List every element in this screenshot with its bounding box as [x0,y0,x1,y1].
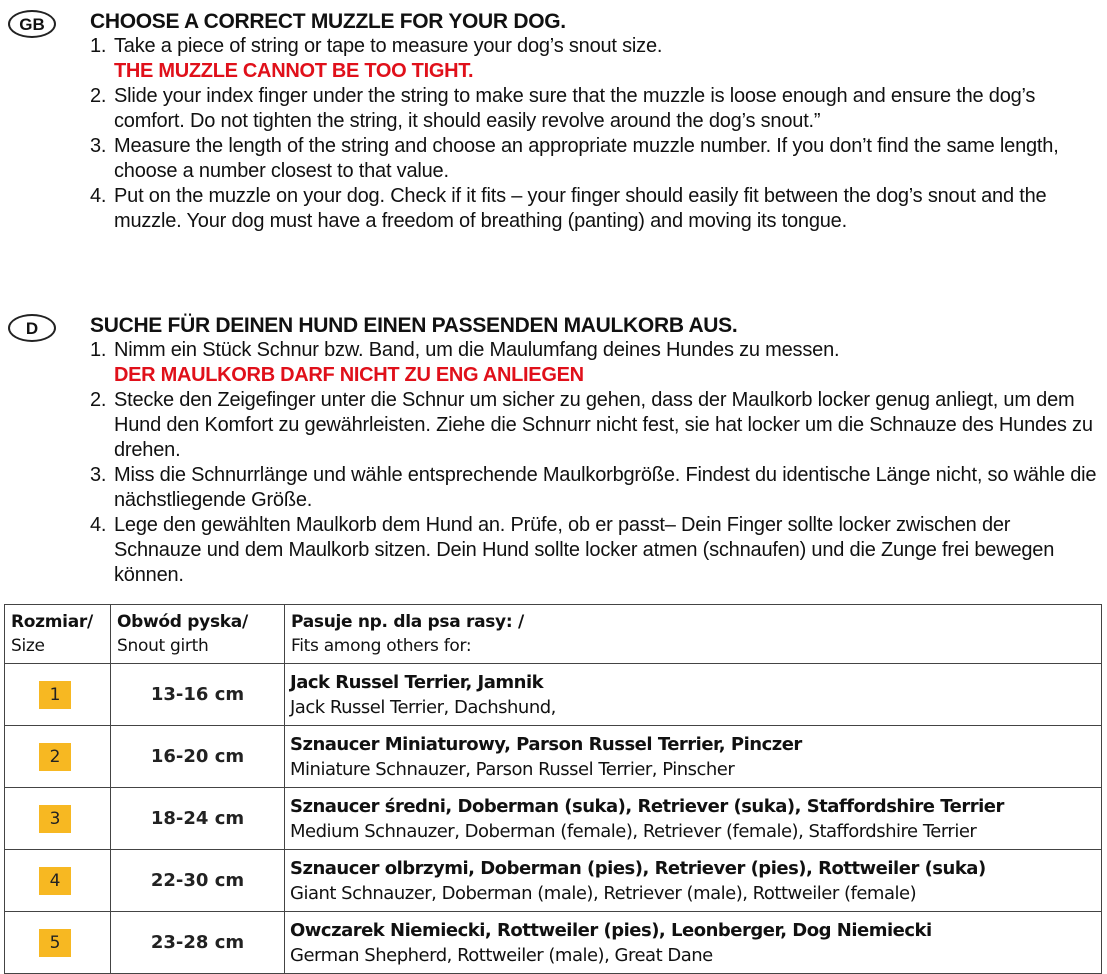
breeds-pl: Owczarek Niemiecki, Rottweiler (pies), Leonberger, Dog Niemiecki [290,919,932,941]
table-row [5,850,1102,912]
header-breeds-pl: Pasuje np. dla psa rasy: / [291,612,524,632]
step-text: Stecke den Zeigefinger unter die Schnur um sicher zu gehen, dass der Maulkorb locker genug anliegt, um dem Hund den Komfort zu gewährleisten. Ziehe die Schnurr nicht fest, sie hat locker um die Schnauze des Hundes zu drehen. [114,389,1093,461]
size-badge: 1 [39,681,71,709]
breeds-en: Giant Schnauzer, Doberman (male), Retriever (male), Rottweiler (female) [290,882,917,904]
header-breeds [285,605,1102,664]
table-row [5,726,1102,788]
size-table [4,604,1102,974]
breeds-pl: Sznaucer olbrzymi, Doberman (pies), Retriever (pies), Rottweiler (suka) [290,857,986,879]
step-number: 2. [90,389,107,411]
step-item [90,34,1100,84]
step-item [90,338,1100,388]
breeds-en: Medium Schnauzer, Doberman (female), Retriever (female), Staffordshire Terrier [290,820,977,842]
step-text: Put on the muzzle on your dog. Check if it fits – your finger should easily fit between the dog’s snout and the muzzle. Your dog must have a freedom of breathing (panting) and moving its tongue. [114,185,1047,232]
breeds-pl: Sznaucer średni, Doberman (suka), Retriever (suka), Staffordshire Terrier [290,795,1004,817]
breeds-cell [285,850,1102,912]
girth-cell: 22-30 cm [111,850,285,912]
breeds-cell [285,912,1102,974]
breeds-cell [285,664,1102,726]
size-badge: 3 [39,805,71,833]
step-item [90,134,1100,184]
language-badge-d: D [8,314,56,342]
language-badge-gb: GB [8,10,56,38]
header-girth [111,605,285,664]
step-text: Nimm ein Stück Schnur bzw. Band, um die Maulumfang deines Hundes zu messen. [114,339,840,361]
heading-d: SUCHE FÜR DEINEN HUND EINEN PASSENDEN MAULKORB AUS. [90,314,738,337]
step-text: Measure the length of the string and choose an appropriate muzzle number. If you don’t find the same length, choose a number closest to that value. [114,135,1059,182]
size-cell [5,664,111,726]
steps-list-gb [90,34,1100,234]
step-number: 1. [90,35,107,57]
step-text: Miss die Schnurrlänge und wähle entsprechende Maulkorbgröße. Findest du identische Länge nicht, so wähle die nächstliegende Größe. [114,464,1097,511]
step-item [90,463,1100,513]
size-cell [5,850,111,912]
size-badge: 2 [39,743,71,771]
step-item [90,184,1100,234]
step-text: Take a piece of string or tape to measure your dog’s snout size. [114,35,663,57]
heading-gb: CHOOSE A CORRECT MUZZLE FOR YOUR DOG. [90,10,566,33]
step-text: Slide your index finger under the string to make sure that the muzzle is loose enough and ensure the dog’s comfort. Do not tighten the string, it should easily revolve around the dog’s snout.” [114,85,1036,132]
girth-cell: 23-28 cm [111,912,285,974]
step-item [90,513,1100,588]
size-badge: 4 [39,867,71,895]
breeds-en: Jack Russel Terrier, Dachshund, [290,696,556,718]
step-text: Lege den gewählten Maulkorb dem Hund an. Prüfe, ob er passt– Dein Finger sollte locker zwischen der Schnauze und dem Maulkorb sitzen. Dein Hund sollte locker atmen (schnaufen) und die Zunge frei bewegen können. [114,514,1055,586]
breeds-en: Miniature Schnauzer, Parson Russel Terrier, Pinscher [290,758,735,780]
step-item [90,84,1100,134]
header-size-en: Size [11,636,45,656]
size-cell [5,788,111,850]
girth-cell: 16-20 cm [111,726,285,788]
table-row [5,664,1102,726]
step-number: 4. [90,514,107,536]
girth-cell: 13-16 cm [111,664,285,726]
size-badge: 5 [39,929,71,957]
header-girth-pl: Obwód pyska/ [117,612,248,632]
table-row [5,788,1102,850]
breeds-cell [285,788,1102,850]
step-number: 2. [90,85,107,107]
steps-list-d [90,338,1100,588]
table-header-row [5,605,1102,664]
breeds-cell [285,726,1102,788]
header-size [5,605,111,664]
warning-text: DER MAULKORB DARF NICHT ZU ENG ANLIEGEN [114,364,584,386]
size-cell [5,912,111,974]
table-row [5,912,1102,974]
breeds-en: German Shepherd, Rottweiler (male), Great Dane [290,944,713,966]
step-number: 4. [90,185,107,207]
step-number: 1. [90,339,107,361]
header-size-pl: Rozmiar/ [11,612,93,632]
size-cell [5,726,111,788]
header-girth-en: Snout girth [117,636,209,656]
breeds-pl: Sznaucer Miniaturowy, Parson Russel Terrier, Pinczer [290,733,802,755]
breeds-pl: Jack Russel Terrier, Jamnik [290,671,544,693]
step-item [90,388,1100,463]
header-breeds-en: Fits among others for: [291,636,472,656]
girth-cell: 18-24 cm [111,788,285,850]
step-number: 3. [90,135,107,157]
step-number: 3. [90,464,107,486]
warning-text: THE MUZZLE CANNOT BE TOO TIGHT. [114,60,474,82]
